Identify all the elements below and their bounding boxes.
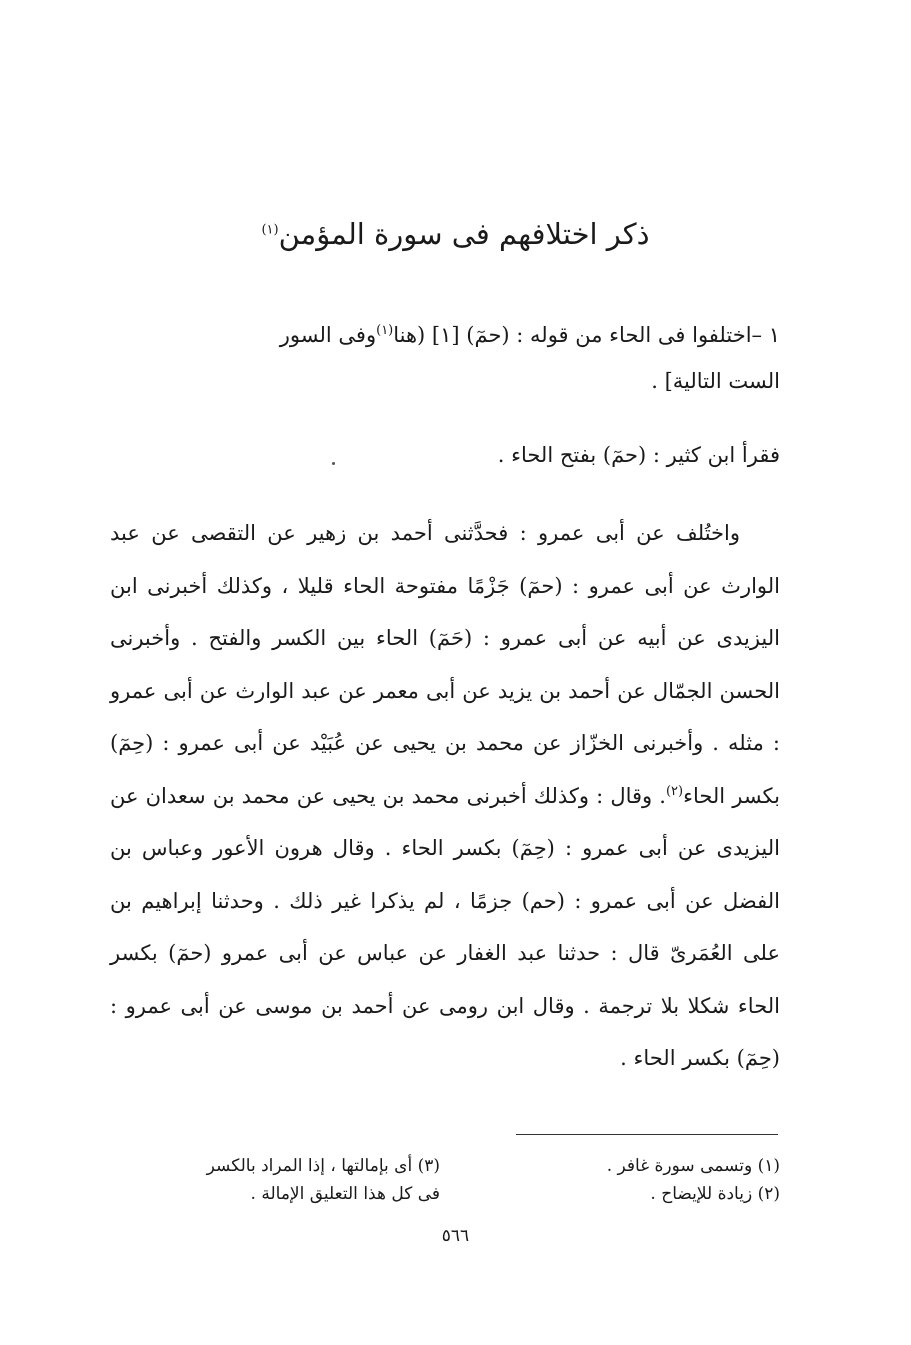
ink-speck bbox=[332, 462, 335, 465]
footnote-1: (١) وتسمى سورة غافر . bbox=[606, 1156, 780, 1176]
footnote-divider bbox=[516, 1134, 778, 1135]
footnote-3-line-2: فى كل هذا التعليق الإمالة . bbox=[250, 1184, 440, 1204]
paragraph-2: فقرأ ابن كثير : (حمٓ) بفتح الحاء . bbox=[497, 443, 780, 467]
chapter-title-text: ذكر اختلافهم فى سورة المؤمن bbox=[278, 217, 650, 251]
paragraph-1-line-1 bbox=[110, 312, 780, 358]
footnotes-right-column bbox=[450, 1152, 780, 1208]
paragraph-1-text-before: ١ –اختلفوا فى الحاء من قوله : (حمٓ) [١] (هنا bbox=[393, 323, 780, 347]
title-footnote-ref: (١) bbox=[261, 222, 279, 238]
paragraph-1-text-after: وفى السور bbox=[279, 323, 377, 347]
page-number: ٥٦٦ bbox=[441, 1226, 470, 1246]
footnote-3-line-1: (٣) أى بإمالتها ، إذا المراد بالكسر bbox=[206, 1156, 440, 1176]
paragraph-1 bbox=[110, 312, 780, 404]
paragraph-3-indent bbox=[740, 521, 780, 545]
paragraph-3 bbox=[110, 507, 780, 1085]
paragraph-3-part-2: . وقال : وكذلك أخبرنى محمد بن يحيى عن محمد بن سعدان عن اليزيدى عن أبى عمرو : (حِمٓ) بكسر الحاء . وقال هرون الأعور وعباس بن الفضل عن أبى عمرو : (حم) جزمًا ، لم يذكرا غير ذلك . وحدثنا إبراهيم بن على العُمَرىّ قال : حدثنا عبد الغفار عن عباس عن أبى عمرو (حمٓ) بكسر الحاء شكلا بلا ترجمة . وقال ابن رومى عن أحمد بن موسى عن أبى عمرو : (حِمٓ) بكسر الحاء . bbox=[110, 783, 780, 1070]
paragraph-1-line-2: الست التالية] . bbox=[651, 369, 780, 393]
paragraph-3-part-1: واختُلف عن أبى عمرو : فحدَّثنى أحمد بن زهير عن التقصى عن عبد الوارث عن أبى عمرو : (حمٓ) جَزْمًا مفتوحة الحاء قليلا ، وكذلك أخبرنى ابن اليزيدى عن أبيه عن أبى عمرو : (حَمٓ) الحاء بين الكسر والفتح . وأخبرنى الحسن الجمّال عن أحمد بن يزيد عن أبى معمر عن عبد الوارث عن أبى عمرو : مثله . وأخبرنى الخزّاز عن محمد بن يحيى عن عُبَيْد عن أبى عمرو : (حِمٓ) بكسر الحاء bbox=[110, 521, 780, 808]
paragraph-1-footnote-ref: (١) bbox=[376, 323, 394, 338]
chapter-title bbox=[0, 212, 911, 256]
footnote-2: (٢) زيادة للإيضاح . bbox=[650, 1184, 780, 1204]
footnotes-left-column bbox=[110, 1152, 440, 1208]
paragraph-3-footnote-ref: (٢) bbox=[665, 783, 684, 799]
